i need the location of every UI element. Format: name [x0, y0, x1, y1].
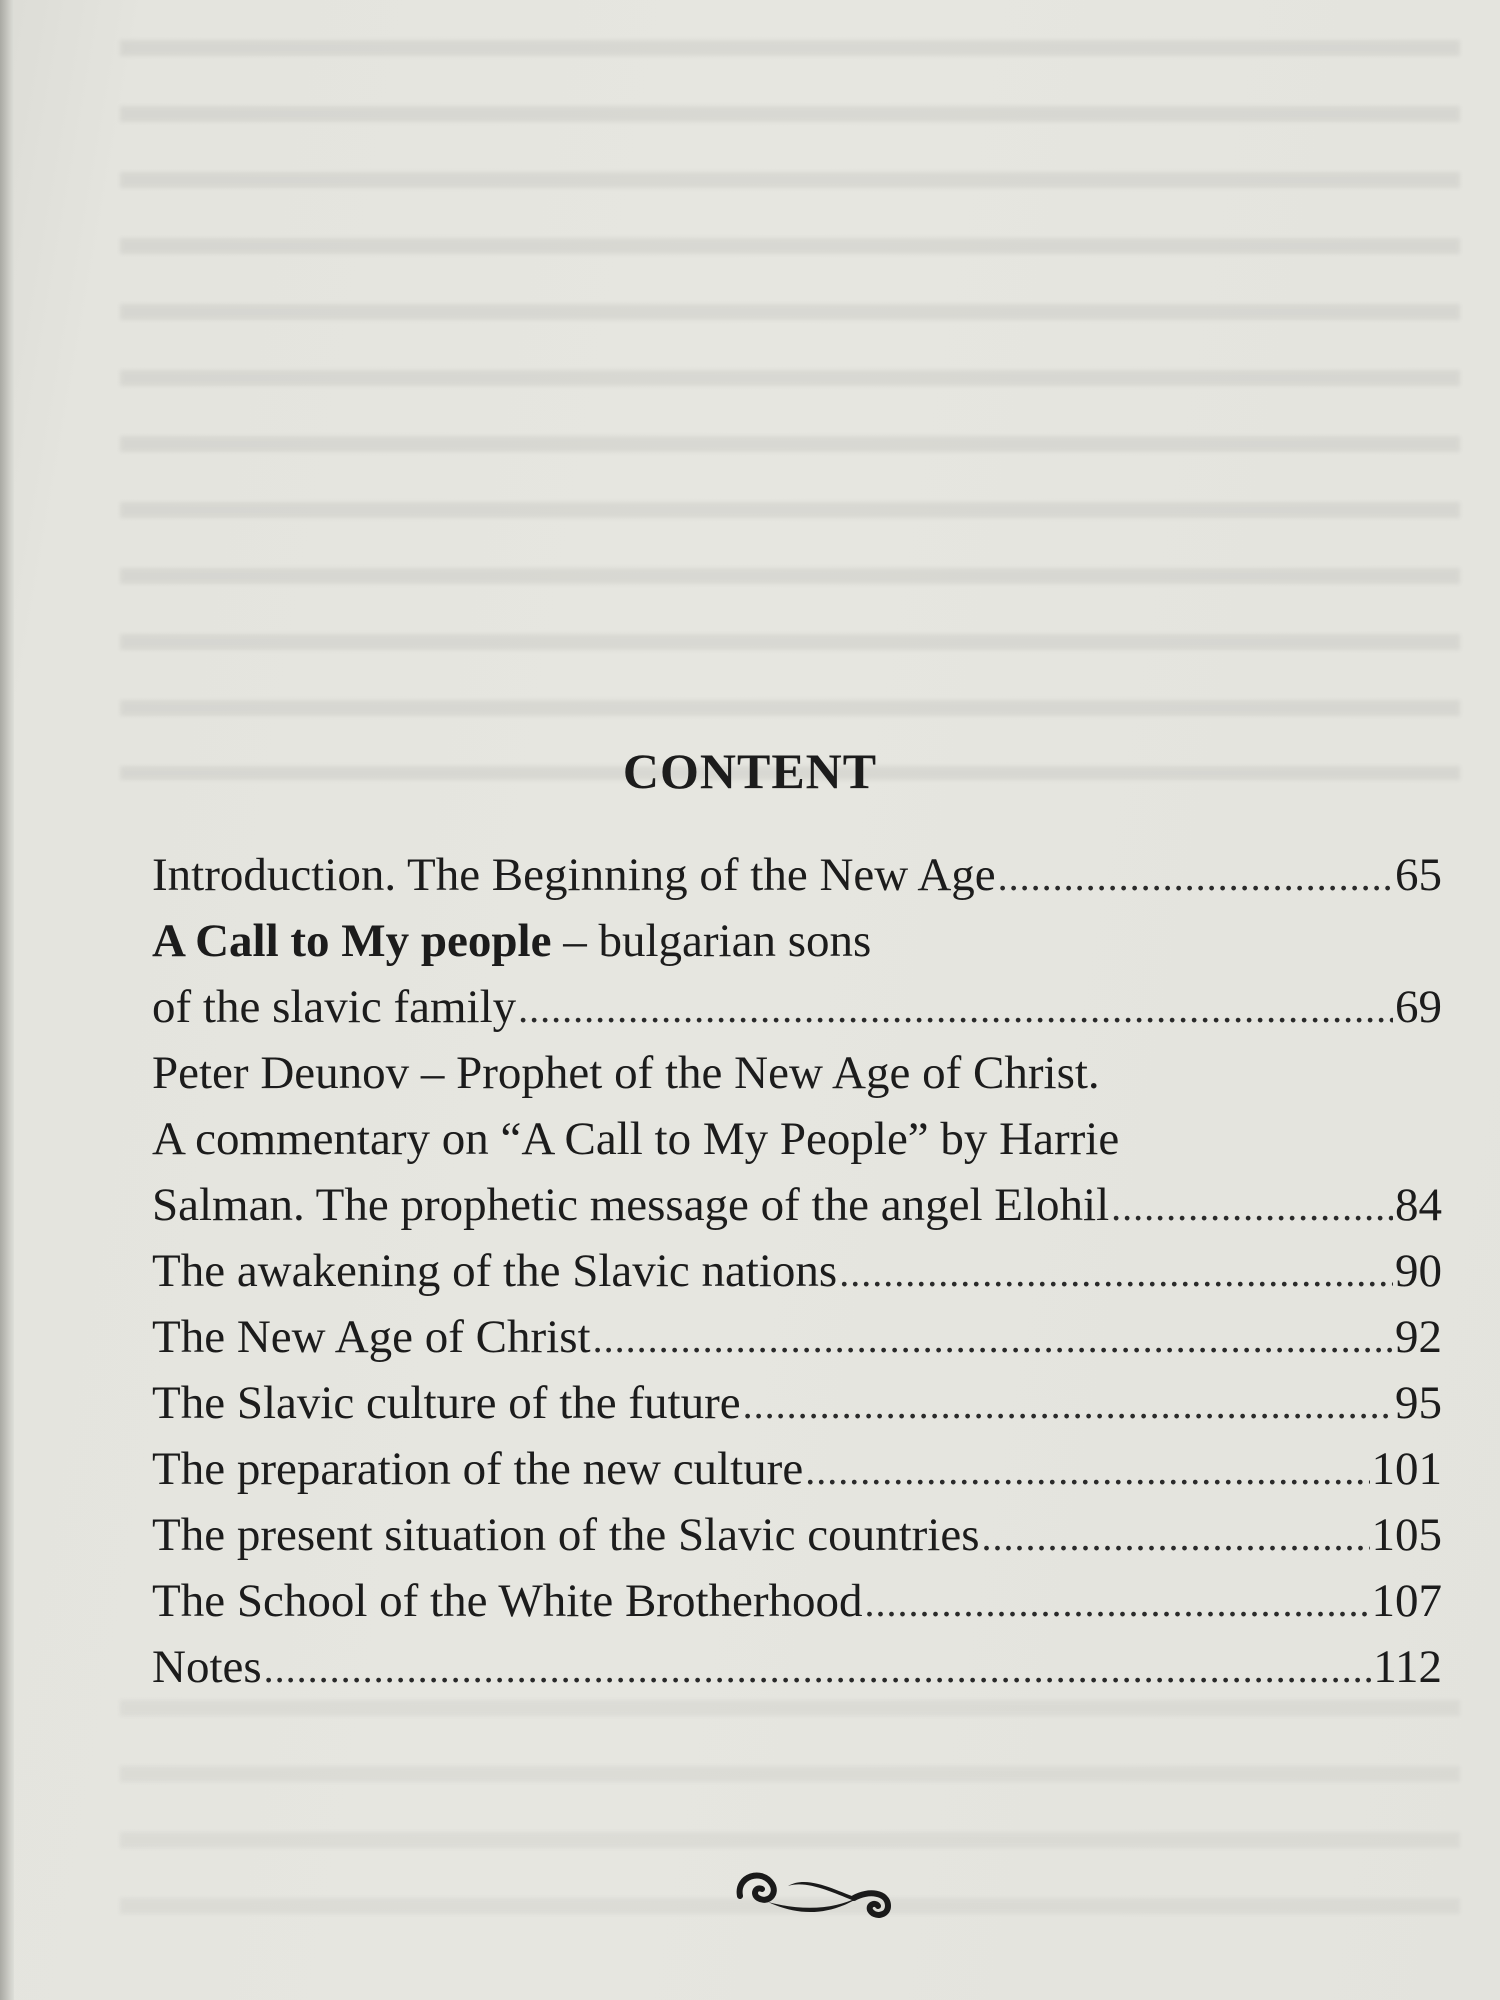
toc-entry	[152, 1106, 1442, 1172]
entry-title: Peter Deunov – Prophet of the New Age of Christ.	[152, 1047, 1100, 1099]
entry-title: Notes	[152, 1641, 262, 1693]
dot-leader	[743, 1372, 1393, 1438]
page-title: CONTENT	[622, 743, 878, 799]
entry-page: 107	[1371, 1575, 1442, 1627]
table-of-contents	[152, 842, 1442, 1700]
toc-entry	[152, 974, 1442, 1040]
entry-title: of the slavic family	[152, 981, 517, 1033]
entry-page: 95	[1395, 1377, 1442, 1429]
entry-title: The Slavic culture of the future	[152, 1377, 741, 1429]
entry-page: 92	[1395, 1311, 1442, 1363]
ornament-icon	[728, 1862, 898, 1922]
entry-title	[152, 908, 871, 974]
entry-page: 84	[1395, 1179, 1442, 1231]
dot-leader	[998, 844, 1393, 910]
toc-entry	[152, 1370, 1442, 1436]
toc-entry	[152, 1172, 1442, 1238]
entry-title: A commentary on “A Call to My People” by Harrie	[152, 1113, 1120, 1165]
dot-leader	[593, 1306, 1393, 1372]
page-edge	[0, 0, 14, 2000]
toc-entry	[152, 1568, 1442, 1634]
toc-entry	[152, 908, 1442, 974]
entry-title: Salman. The prophetic message of the angel Elohil	[152, 1179, 1110, 1231]
toc-entry	[152, 1238, 1442, 1304]
entry-page: 105	[1371, 1509, 1442, 1561]
entry-page: 65	[1395, 849, 1442, 901]
entry-page: 101	[1371, 1443, 1442, 1495]
toc-entry	[152, 1634, 1442, 1700]
dot-leader	[1111, 1174, 1393, 1240]
entry-title: The present situation of the Slavic countries	[152, 1509, 980, 1561]
entry-title-bold: A Call to My people	[152, 915, 552, 967]
entry-title: The awakening of the Slavic nations	[152, 1245, 838, 1297]
dot-leader	[982, 1504, 1370, 1570]
entry-title-rest: – bulgarian sons	[551, 915, 872, 967]
dot-leader	[805, 1438, 1369, 1504]
toc-entry	[152, 1502, 1442, 1568]
entry-title: The preparation of the new culture	[152, 1443, 804, 1495]
entry-page: 112	[1373, 1641, 1442, 1693]
dot-leader	[264, 1636, 1372, 1702]
toc-entry	[152, 1304, 1442, 1370]
entry-page: 69	[1395, 981, 1442, 1033]
toc-entry	[152, 1436, 1442, 1502]
toc-entry	[152, 1040, 1442, 1106]
entry-title: The School of the White Brotherhood	[152, 1575, 863, 1627]
dot-leader	[518, 976, 1393, 1042]
entry-title: Introduction. The Beginning of the New Age	[152, 849, 996, 901]
entry-title: The New Age of Christ	[152, 1311, 591, 1363]
toc-entry	[152, 842, 1442, 908]
dot-leader	[865, 1570, 1370, 1636]
entry-page: 90	[1395, 1245, 1442, 1297]
dot-leader	[839, 1240, 1393, 1306]
bleed-through-text	[120, 40, 1460, 780]
